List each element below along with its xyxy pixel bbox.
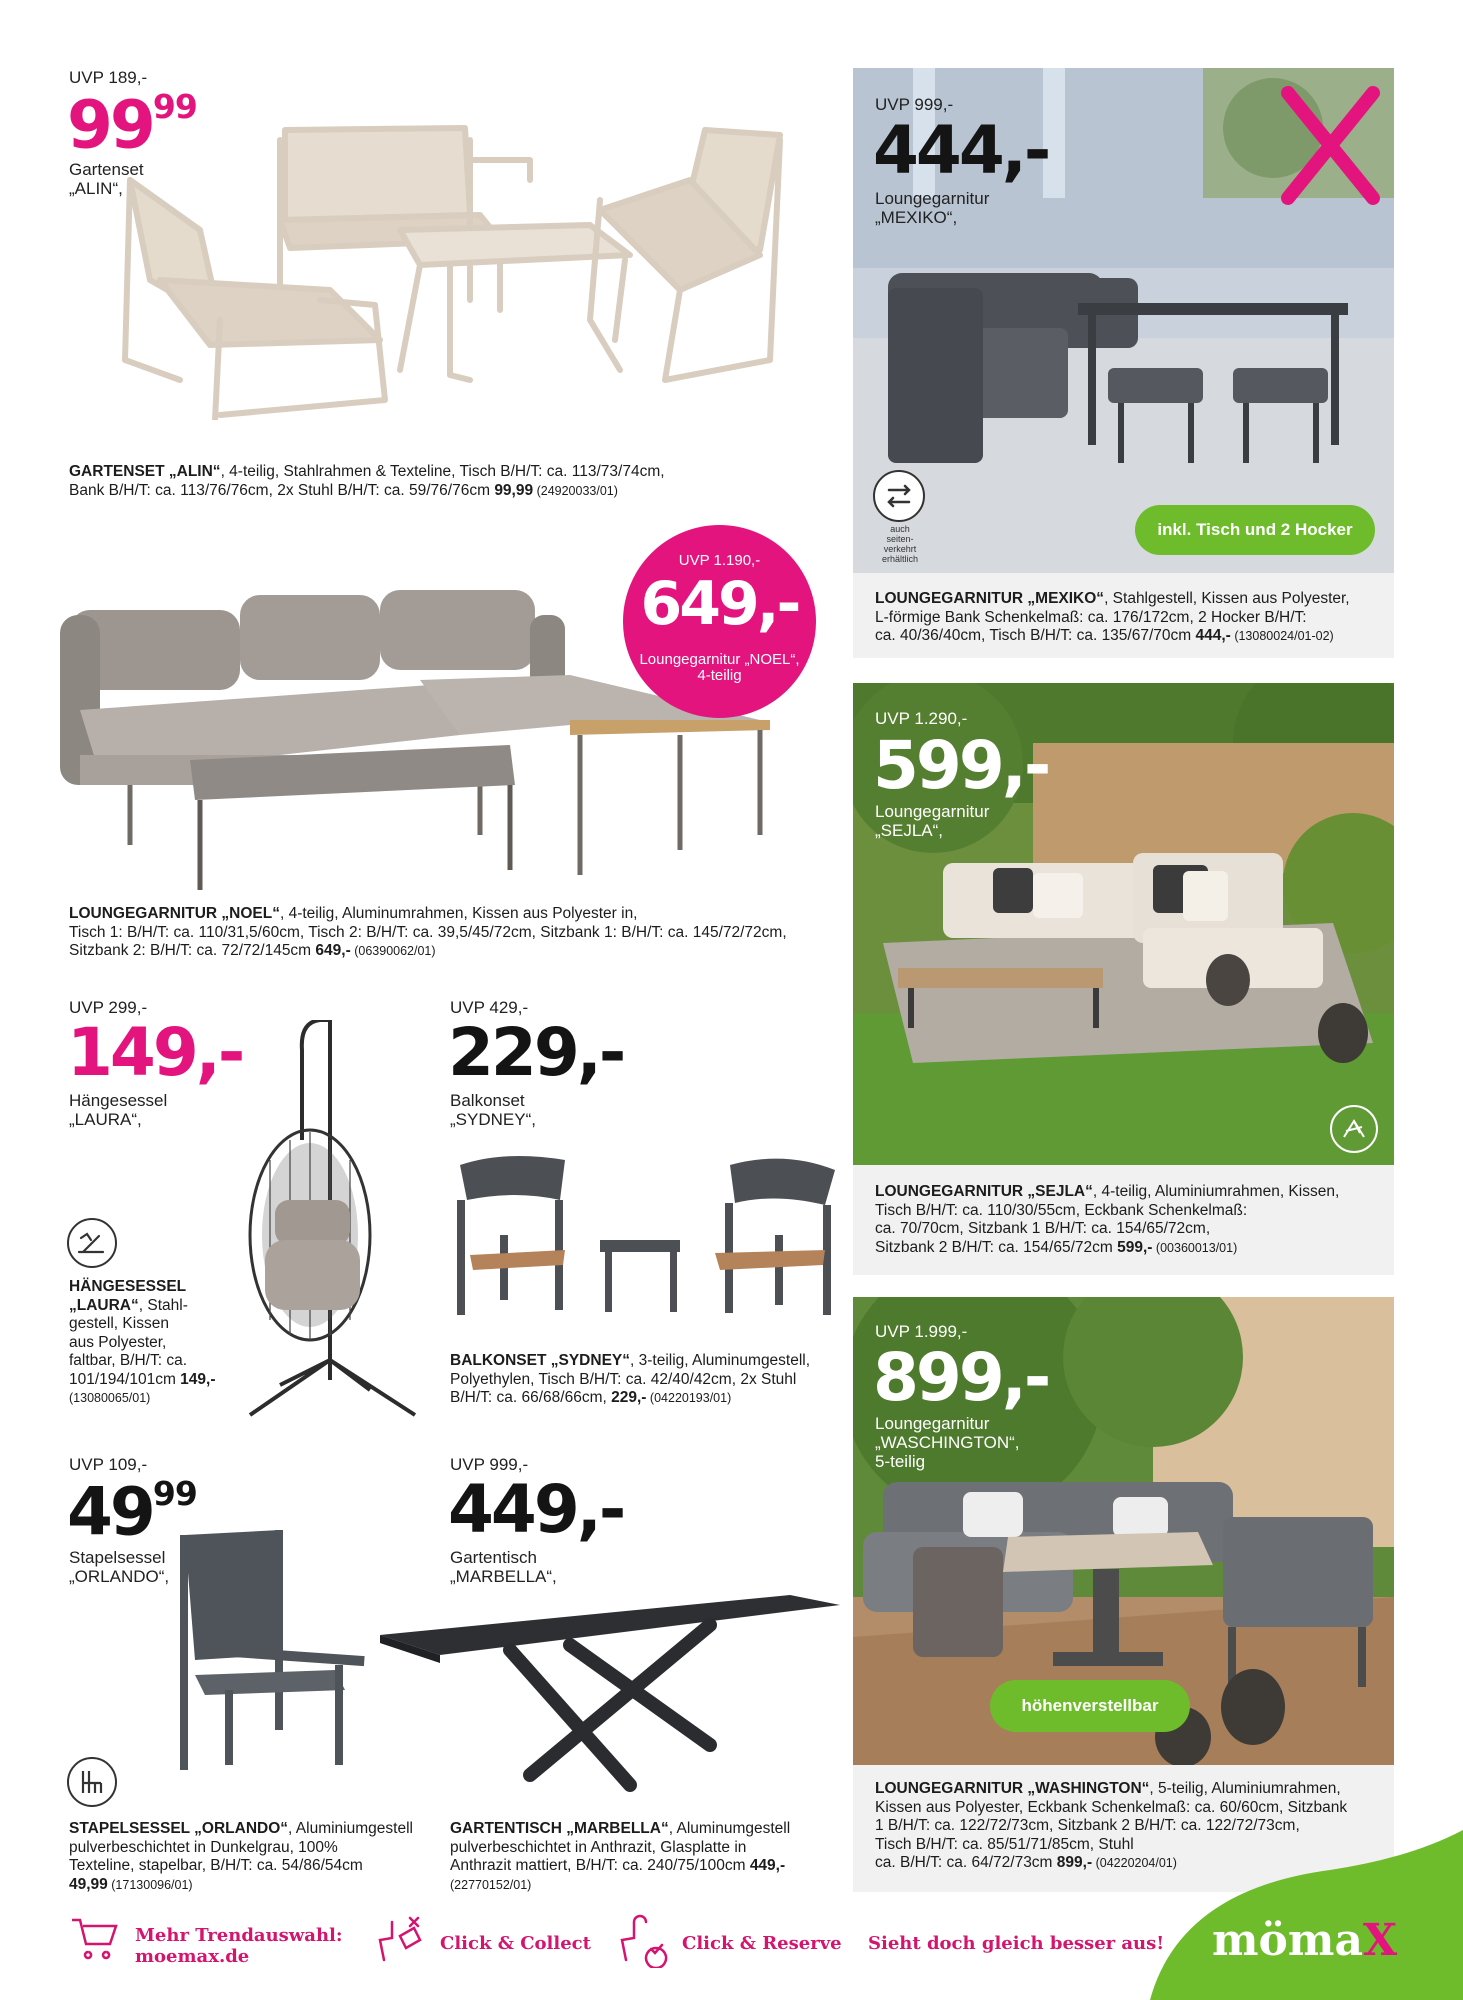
marbella-description: GARTENTISCH „MARBELLA“, Aluminumgestell pulverbeschichtet in Anthrazit, Glasplatte in Anthrazit mattiert, B/H/T: ca. 240/75/100cm 449,- (22770152/01)	[450, 1820, 791, 1892]
sydney-price: 229,-	[448, 1014, 624, 1091]
click-collect-link[interactable]: Click & Collect	[440, 1933, 591, 1954]
sejla-description: LOUNGEGARNITUR „SEJLA“, 4-teilig, Aluminiumrahmen, Kissen, Tisch B/H/T: ca. 110/30/55cm, Eckbank Schenkelmaß: ca. 70/70cm, Sitzbank 1 B/H/T: ca. 154/65/72cm, Sitzbank 2 B/H/T: ca. 154/65/72cm 599,- (00360013/01)	[875, 1183, 1340, 1256]
marbella-uvp: UVP 999,-	[450, 1455, 529, 1474]
click-reserve-icon	[612, 1908, 672, 1968]
laura-name: Hängesessel „LAURA“,	[69, 1091, 168, 1129]
marbella-name: Gartentisch „MARBELLA“,	[450, 1548, 557, 1586]
alin-furniture-image	[120, 120, 820, 420]
orlando-chair-image	[165, 1525, 375, 1775]
alin-name: Gartenset „ALIN“,	[69, 160, 144, 198]
mexiko-description: LOUNGEGARNITUR „MEXIKO“, Stahlgestell, Kissen aus Polyester, L-förmige Bank Schenkelmaß: ca. 176/172cm, 2 Hocker B/H/T: ca. 40/36/40cm, Tisch B/H/T: ca. 135/67/70cm 444,- (13080024/01-02)	[875, 590, 1350, 644]
reversible-icon	[873, 470, 925, 522]
click-collect-icon	[370, 1910, 428, 1968]
foldable-icon	[67, 1218, 117, 1268]
mexiko-uvp: UVP 999,-	[875, 95, 954, 114]
washington-uvp: UVP 1.999,-	[875, 1322, 968, 1341]
marbella-price: 449,-	[448, 1471, 624, 1548]
alin-description: GARTENSET „ALIN“, 4-teilig, Stahlrahmen & Texteline, Tisch B/H/T: ca. 113/73/74cm, Bank B/H/T: ca. 113/76/76cm, 2x Stuhl B/H/T: ca. 59/76/76cm 99,99 (24920033/01)	[69, 463, 665, 499]
noel-price: 649,-	[640, 569, 799, 639]
alin-uvp: UVP 189,-	[69, 68, 148, 87]
sydney-name: Balkonset „SYDNEY“,	[450, 1091, 536, 1129]
washington-price: 899,-	[873, 1339, 1049, 1416]
trend-link[interactable]: Mehr Trendauswahl: moemax.de	[135, 1925, 343, 1967]
marbella-table-image	[380, 1595, 845, 1795]
sejla-uvp: UVP 1.290,-	[875, 709, 968, 728]
washington-name: Loungegarnitur „WASCHINGTON“, 5-teilig	[875, 1414, 1020, 1471]
click-reserve-link[interactable]: Click & Reserve	[682, 1933, 842, 1954]
laura-uvp: UVP 299,-	[69, 998, 148, 1017]
laura-chair-image	[240, 1020, 430, 1420]
garden-icon	[1330, 1105, 1378, 1153]
sydney-furniture-image	[445, 1155, 845, 1320]
orlando-uvp: UVP 109,-	[69, 1455, 148, 1474]
mexiko-badge: inkl. Tisch und 2 Hocker	[1135, 505, 1375, 555]
laura-description: HÄNGESESSEL „LAURA“, Stahl- gestell, Kissen aus Polyester, faltbar, B/H/T: ca. 101/194/101cm 149,- (13080065/01)	[69, 1278, 216, 1405]
noel-uvp: UVP 1.190,-	[678, 552, 761, 569]
orlando-description: STAPELSESSEL „ORLANDO“, Aluminiumgestell pulverbeschichtet in Dunkelgrau, 100% Texteline, stapelbar, B/H/T: ca. 54/86/54cm 49,99 (17130096/01)	[69, 1820, 413, 1893]
reversible-note: auch seiten- verkehrt erhältlich	[881, 524, 919, 564]
cart-icon	[66, 1910, 122, 1966]
washington-description: LOUNGEGARNITUR „WASHINGTON“, 5-teilig, Aluminiumrahmen, Kissen aus Polyester, Eckbank Schenkelmaß: ca. 60/60cm, Sitzbank 1 B/H/T: ca. 122/72/73cm, Sitzbank 2 B/H/T: ca. 122/72/73cm, Tisch B/H/T: ca. 85/51/71/85cm, Stuhl ca. B/H/T: ca. 64/72/73cm 899,- (04220204/01)	[875, 1780, 1348, 1871]
sejla-price: 599,-	[873, 727, 1049, 804]
stackable-icon	[67, 1757, 117, 1807]
laura-price: 149,-	[67, 1014, 243, 1091]
orlando-name: Stapelsessel „ORLANDO“,	[69, 1548, 170, 1586]
sejla-name: Loungegarnitur „SEJLA“,	[875, 802, 990, 840]
momax-logo[interactable]: mömaX	[1212, 1915, 1398, 1966]
sydney-description: BALKONSET „SYDNEY“, 3-teilig, Aluminumgestell, Polyethylen, Tisch B/H/T: ca. 42/40/42cm, 2x Stuhl B/H/T: ca. 66/68/66cm, 229,- (04220193/01)	[450, 1352, 811, 1406]
slogan: Sieht doch gleich besser aus!	[868, 1933, 1165, 1954]
noel-description: LOUNGEGARNITUR „NOEL“, 4-teilig, Aluminumrahmen, Kissen aus Polyester in, Tisch 1: B/H/T: ca. 110/31,5/60cm, Tisch 2: B/H/T: ca. 39,5/45/72cm, Sitzbank 1: B/H/T: ca. 145/72/72cm, Sitzbank 2: B/H/T: ca. 72/72/145cm 649,- (06390062/01)	[69, 905, 787, 959]
sydney-uvp: UVP 429,-	[450, 998, 529, 1017]
mexiko-price: 444,-	[873, 112, 1049, 189]
mexiko-name: Loungegarnitur „MEXIKO“,	[875, 189, 990, 227]
orlando-price: $49^{99}$	[67, 1473, 197, 1551]
washington-badge: höhenverstellbar	[990, 1680, 1190, 1732]
alin-price: $99^{99}$	[67, 86, 197, 164]
noel-name: Loungegarnitur „NOEL“, 4-teilig	[639, 651, 800, 684]
